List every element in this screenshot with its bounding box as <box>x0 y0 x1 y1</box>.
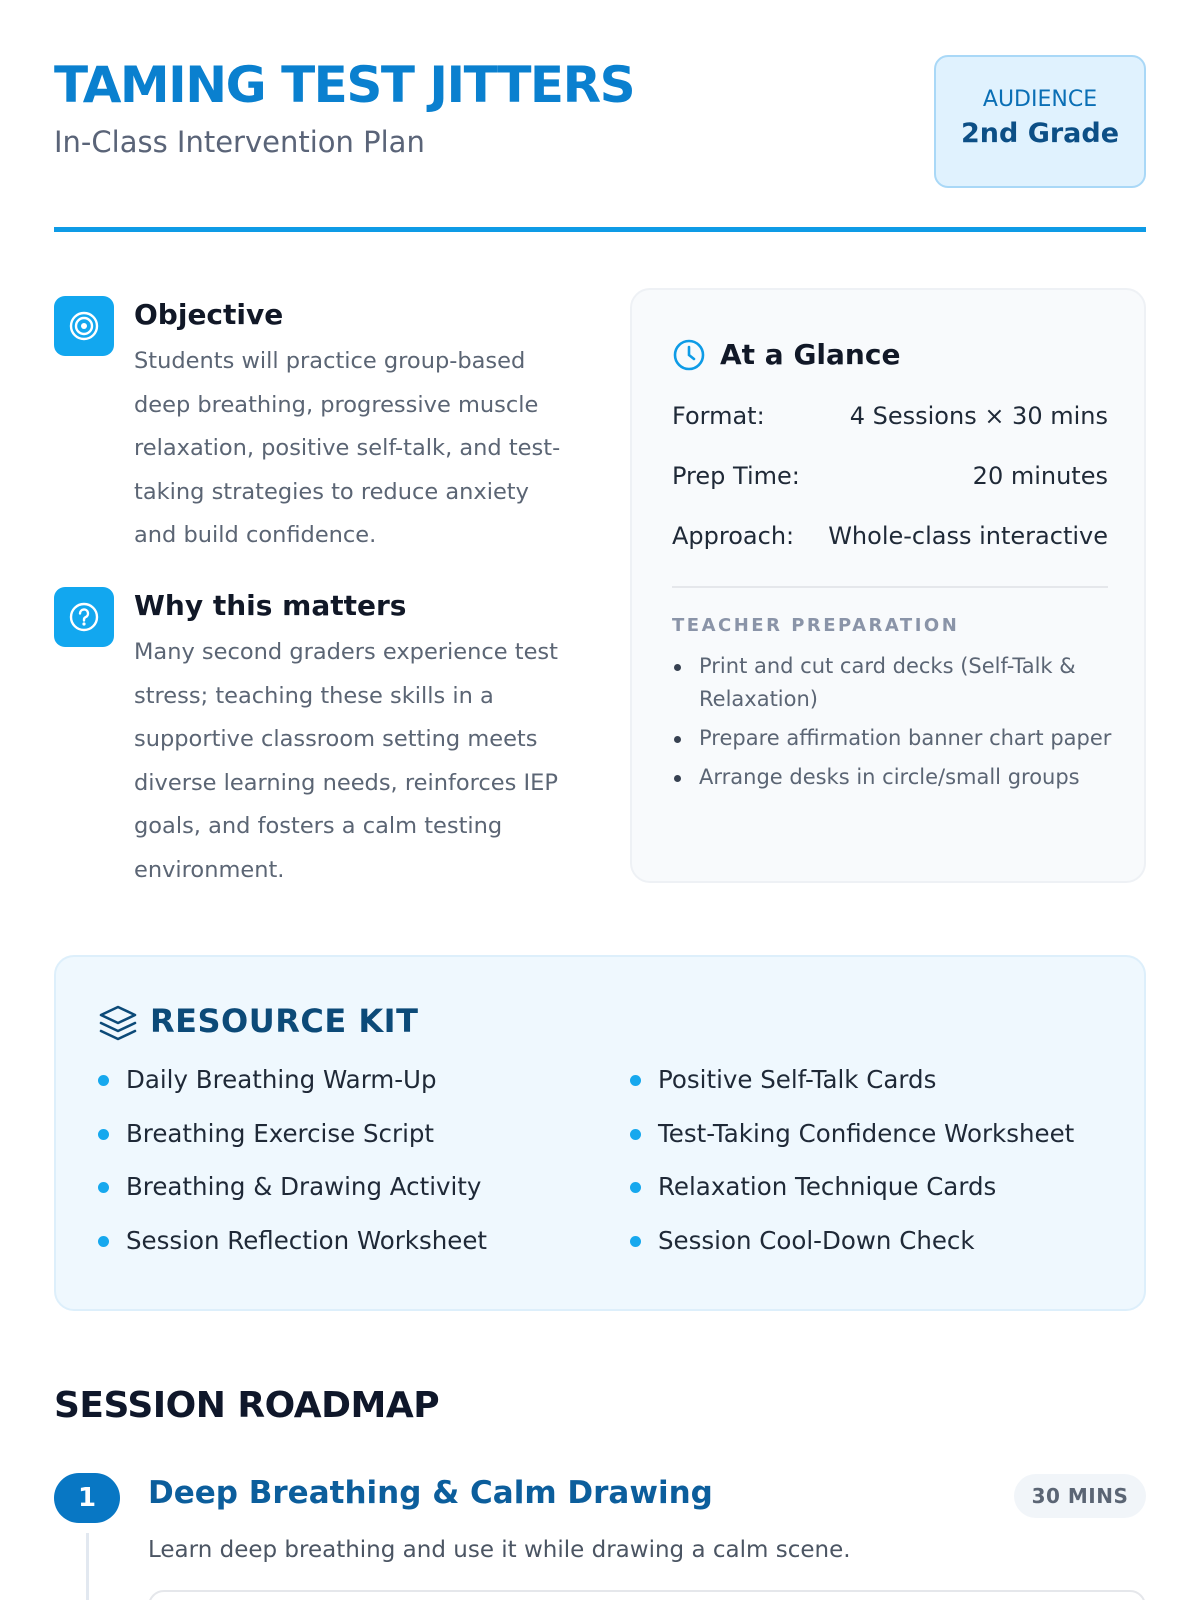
audience-label: AUDIENCE <box>982 87 1098 112</box>
resource-list-left <box>98 1065 487 1279</box>
page-title: TAMING TEST JITTERS <box>54 56 635 114</box>
why-section <box>54 587 574 887</box>
glance-row-value: 20 minutes <box>972 462 1108 490</box>
resource-kit <box>54 955 1146 1311</box>
layers-icon <box>98 1004 138 1042</box>
question-circle-icon <box>54 587 114 647</box>
resource-item: Positive Self-Talk Cards <box>630 1065 1074 1119</box>
audience-badge <box>934 55 1146 188</box>
page-subtitle: In-Class Intervention Plan <box>54 125 425 159</box>
header-divider <box>54 227 1146 232</box>
glance-row-value: 4 Sessions × 30 mins <box>849 402 1108 430</box>
glance-row-value: Whole-class interactive <box>828 522 1108 550</box>
resource-item: Session Cool-Down Check <box>630 1226 1074 1280</box>
timeline-line <box>86 1533 89 1600</box>
teacher-prep-label: TEACHER PREPARATION <box>672 615 960 636</box>
audience-value: 2nd Grade <box>960 118 1120 149</box>
glance-row-key: Approach: <box>672 522 795 550</box>
prep-item: Arrange desks in circle/small groups <box>672 761 1112 794</box>
why-title: Why this matters <box>134 589 407 622</box>
session-detail-card <box>148 1590 1146 1600</box>
page-header <box>54 50 1146 190</box>
resource-item: Test-Taking Confidence Worksheet <box>630 1119 1074 1173</box>
at-a-glance-card <box>630 288 1146 883</box>
session-duration-badge: 30 MINS <box>1014 1474 1146 1518</box>
resource-kit-title: RESOURCE KIT <box>150 1002 419 1040</box>
resource-item: Breathing Exercise Script <box>98 1119 487 1173</box>
session-description: Learn deep breathing and use it while drawing a calm scene. <box>148 1537 851 1563</box>
glance-divider <box>672 586 1108 588</box>
prep-item: Print and cut card decks (Self-Talk & Relaxation) <box>672 650 1112 716</box>
glance-title: At a Glance <box>720 338 901 371</box>
resource-item: Session Reflection Worksheet <box>98 1226 487 1280</box>
resource-item: Daily Breathing Warm-Up <box>98 1065 487 1119</box>
prep-item: Prepare affirmation banner chart paper <box>672 722 1112 755</box>
roadmap-title: SESSION ROADMAP <box>54 1385 440 1426</box>
resource-list-right <box>630 1065 1074 1279</box>
session-title: Deep Breathing & Calm Drawing <box>148 1475 713 1511</box>
resource-item: Breathing & Drawing Activity <box>98 1172 487 1226</box>
session-number: 1 <box>54 1473 120 1523</box>
resource-item: Relaxation Technique Cards <box>630 1172 1074 1226</box>
objective-section <box>54 296 574 546</box>
glance-row-approach <box>672 522 1108 556</box>
glance-row-format <box>672 402 1108 436</box>
target-icon <box>54 296 114 356</box>
clock-icon <box>672 338 706 372</box>
glance-row-key: Prep Time: <box>672 462 800 490</box>
teacher-prep-list <box>672 650 1112 800</box>
glance-row-key: Format: <box>672 402 765 430</box>
why-text: Many second graders experience test stress; teaching these skills in a supportive classroom setting meets diverse learning needs, reinforces IEP goals, and fosters a calm testing environment. <box>134 639 558 883</box>
objective-text: Students will practice group-based deep breathing, progressive muscle relaxation, positive self-talk, and test-taking strategies to reduce anxiety and build confidence. <box>134 348 561 548</box>
glance-row-prep-time <box>672 462 1108 496</box>
objective-title: Objective <box>134 298 284 331</box>
